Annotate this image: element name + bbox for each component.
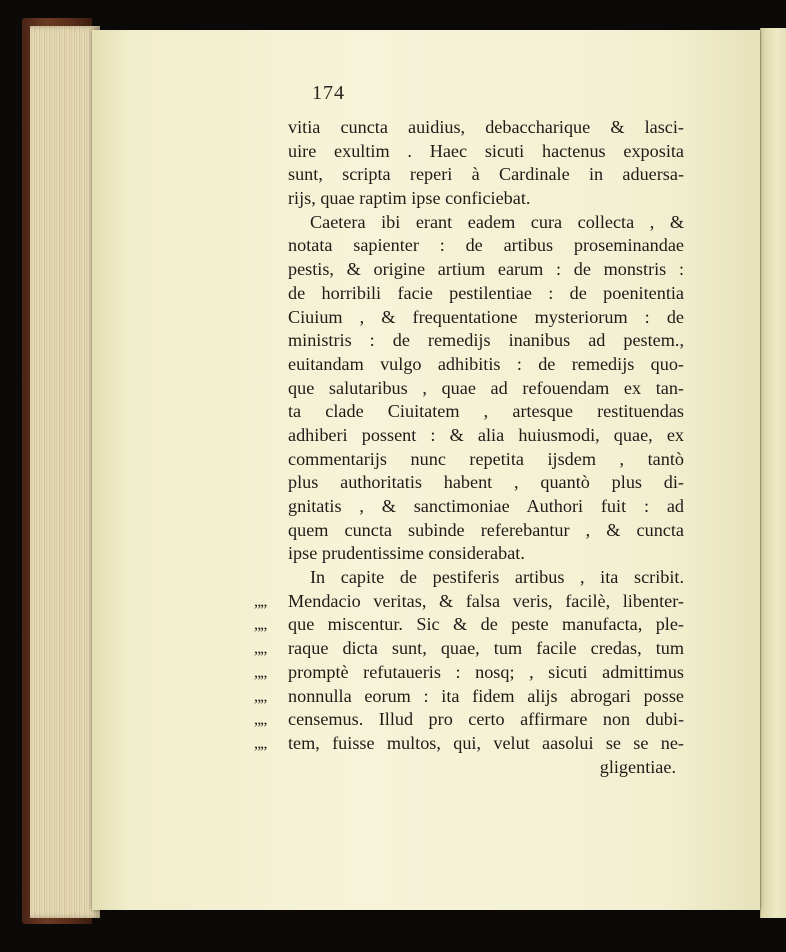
text-line xyxy=(288,519,684,543)
text-line-content: commentarijs nunc repetita ijsdem , tantò xyxy=(288,448,684,469)
text-line xyxy=(254,613,684,637)
text-line-content: vitia cuncta auidius, debaccharique & lasci- xyxy=(288,117,684,137)
page-text-block xyxy=(254,116,684,779)
quotation-mark: „„ xyxy=(254,663,267,681)
text-line xyxy=(254,637,684,661)
catchword: gligentiae. xyxy=(599,756,676,777)
text-line-content: rijs, quae raptim ipse conficiebat. xyxy=(288,188,531,209)
text-line xyxy=(254,661,684,685)
text-line xyxy=(288,377,684,401)
text-line-content: Caetera ibi erant eadem cura collecta , & xyxy=(310,211,684,232)
quotation-mark: „„ xyxy=(254,687,267,705)
text-line-content: de horribili facie pestilentiae : de poenitentia xyxy=(288,282,684,303)
text-line xyxy=(254,685,684,709)
text-line-content: raque dicta sunt, quae, tum facile credas, tum xyxy=(288,638,684,659)
quotation-mark: „„ xyxy=(254,592,267,610)
text-line-content: uire exultim . Haec sicuti hactenus exposita xyxy=(288,140,684,161)
text-line-content: pestis, & origine artium earum : de monstris : xyxy=(288,259,684,280)
text-line xyxy=(288,116,684,140)
text-line xyxy=(254,590,684,614)
text-line xyxy=(288,163,684,187)
text-line xyxy=(288,187,684,211)
text-line xyxy=(288,140,684,164)
text-line xyxy=(288,495,684,519)
text-line xyxy=(288,329,684,353)
text-line xyxy=(288,234,684,258)
text-line-content: plus authoritatis habent , quantò plus di- xyxy=(288,472,684,493)
text-line xyxy=(288,353,684,377)
text-line xyxy=(288,471,684,495)
text-line xyxy=(288,306,684,330)
text-line-content: que miscentur. Sic & de peste manufacta, ple- xyxy=(288,614,684,635)
text-line-content: ta clade Ciuitatem , artesque restituendas xyxy=(288,401,684,422)
text-line-content: notata sapienter : de artibus proseminandae xyxy=(288,235,684,256)
text-line-content: Ciuium , & frequentatione mysteriorum : de xyxy=(288,306,684,327)
text-line xyxy=(288,211,684,235)
text-line-content: sunt, scripta reperi à Cardinale in aduersa- xyxy=(288,164,684,185)
text-line xyxy=(288,282,684,306)
text-line-content: quem cuncta subinde referebantur , & cuncta xyxy=(288,519,684,540)
text-line-content: euitandam vulgo adhibitis : de remedijs quo- xyxy=(288,353,684,374)
page-stack-edges xyxy=(30,26,100,918)
text-line-content: Mendacio veritas, & falsa veris, facilè, libenter- xyxy=(288,590,684,611)
text-line-content: In capite de pestiferis artibus , ita scribit. xyxy=(310,567,684,588)
text-line xyxy=(254,708,684,732)
quotation-mark: „„ xyxy=(254,616,267,634)
text-line-content: censemus. Illud pro certo affirmare non dubi- xyxy=(288,709,684,730)
text-line xyxy=(288,424,684,448)
text-line-content: tem, fuisse multos, qui, velut aasolui se se ne- xyxy=(288,732,684,753)
text-line xyxy=(254,732,684,756)
text-line-content: promptè refutaueris : nosq; , sicuti admittimus xyxy=(288,661,684,682)
facing-page-edge xyxy=(760,28,786,918)
quotation-mark: „„ xyxy=(254,640,267,658)
page-number: 174 xyxy=(312,82,345,104)
text-line-content: gnitatis , & sanctimoniae Authori fuit : ad xyxy=(288,496,684,516)
text-line-content: adhiberi possent : & alia huiusmodi, quae, ex xyxy=(288,424,684,445)
text-line xyxy=(288,258,684,282)
text-line xyxy=(288,566,684,590)
text-line xyxy=(288,542,684,566)
text-line-content: que salutaribus , quae ad refouendam ex tan- xyxy=(288,377,684,398)
quotation-mark: „„ xyxy=(254,711,267,729)
text-line-content: ministris : de remedijs inanibus ad pestem., xyxy=(288,330,684,351)
text-line-content: ipse prudentissime considerabat. xyxy=(288,543,525,564)
text-line xyxy=(288,400,684,424)
quotation-mark: „„ xyxy=(254,734,267,752)
text-line xyxy=(288,448,684,472)
text-line-content: nonnulla eorum : ita fidem alijs abrogari posse xyxy=(288,685,684,706)
